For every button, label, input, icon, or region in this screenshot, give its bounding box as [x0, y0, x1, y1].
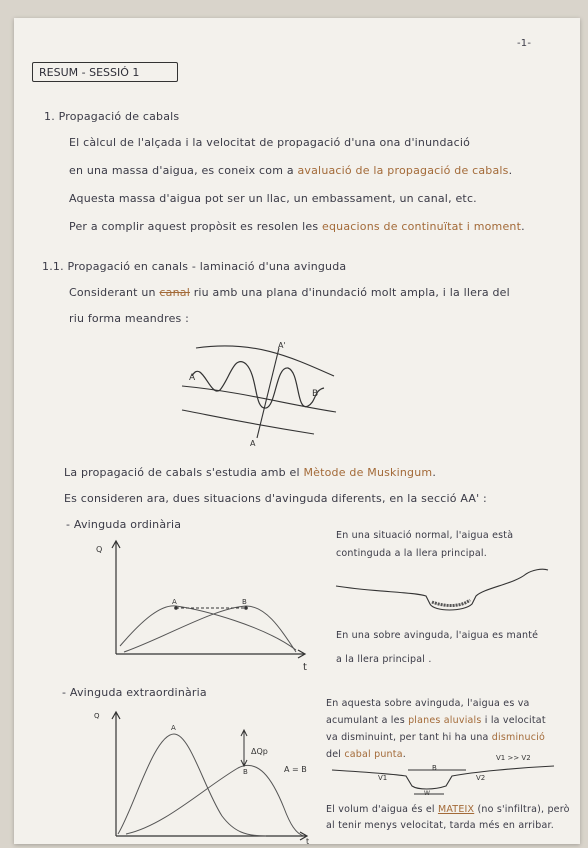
section-1-heading: 1. Propagació de cabals	[44, 110, 180, 123]
ext-delta-qp: ΔQp	[251, 747, 268, 756]
s1-line-2: en una massa d'aigua, es coneix com a avaluació de la propagació de cabals.	[69, 164, 513, 177]
s1-line-3: Aquesta massa d'aigua pot ser un llac, un embassament, un canal, etc.	[69, 192, 477, 205]
ord-y-label: Q	[96, 545, 103, 554]
meander-label-b: B	[312, 389, 319, 399]
meander-label-a-bottom: A	[250, 439, 256, 448]
ext-note1-line3: va disminuint, per tant hi ha una disminució	[326, 732, 546, 743]
title-box: RESUM - SESSIÓ 1	[32, 62, 178, 82]
ext-section-b: B	[432, 764, 437, 772]
section-1-1-heading: 1.1. Propagació en canals - laminació d'una avinguda	[42, 260, 347, 273]
ext-section-v1: V1	[378, 774, 388, 782]
s1-line-4: Per a complir aquest propòsit es resolen les equacions de continuïtat i moment.	[69, 220, 525, 233]
extraordinaria-cross-section	[14, 18, 580, 844]
ord-note1-line1: En una situació normal, l'aigua està	[336, 530, 514, 541]
ext-peak-b: B	[243, 768, 248, 776]
ord-note2-line1: En una sobre avinguda, l'aigua es manté	[336, 630, 539, 641]
s11-line-1: Considerant un canal riu amb una plana d'inundació molt ampla, i la llera del	[69, 286, 510, 299]
notebook-page	[14, 18, 580, 844]
meander-label-a: A	[189, 373, 196, 383]
s11-line-2: riu forma meandres :	[69, 312, 190, 325]
meander-label-a-prime: A'	[278, 341, 286, 350]
ext-note2-line1: El volum d'aigua és el MATEIX (no s'infiltra), però	[326, 804, 570, 815]
ext-relation: A = B	[284, 765, 307, 774]
ord-note1-line2: continguda a la llera principal.	[336, 548, 487, 559]
ord-peak-a: A	[172, 598, 177, 606]
ordinaria-heading: - Avinguda ordinària	[66, 518, 182, 531]
ext-y-label: Q	[94, 712, 100, 720]
ext-x-label: t	[306, 837, 310, 846]
ext-section-v2: V2	[476, 774, 486, 782]
ord-x-label: t	[303, 662, 307, 673]
ext-note1-line1: En aquesta sobre avinguda, l'aigua es va	[326, 698, 530, 709]
extraordinaria-heading: - Avinguda extraordinària	[62, 686, 207, 699]
situations-line: Es consideren ara, dues situacions d'avinguda diferents, en la secció AA' :	[64, 492, 487, 505]
ext-section-w: W	[424, 790, 430, 797]
ext-peak-a: A	[171, 724, 176, 732]
muskingum-line: La propagació de cabals s'estudia amb el Mètode de Muskingum.	[64, 466, 437, 479]
ext-v-relation: V1 >> V2	[496, 754, 531, 762]
page-number: -1-	[517, 38, 532, 49]
ext-note1-line4: del cabal punta.	[326, 749, 406, 760]
ord-note2-line2: a la llera principal .	[336, 654, 432, 665]
ord-peak-b: B	[242, 598, 247, 606]
ext-note1-line2: acumulant a les planes aluvials i la velocitat	[326, 715, 546, 726]
ext-note2-line2: al tenir menys velocitat, tarda més en arribar.	[326, 820, 554, 831]
s1-line-1: El càlcul de l'alçada i la velocitat de propagació d'una ona d'inundació	[69, 136, 471, 149]
